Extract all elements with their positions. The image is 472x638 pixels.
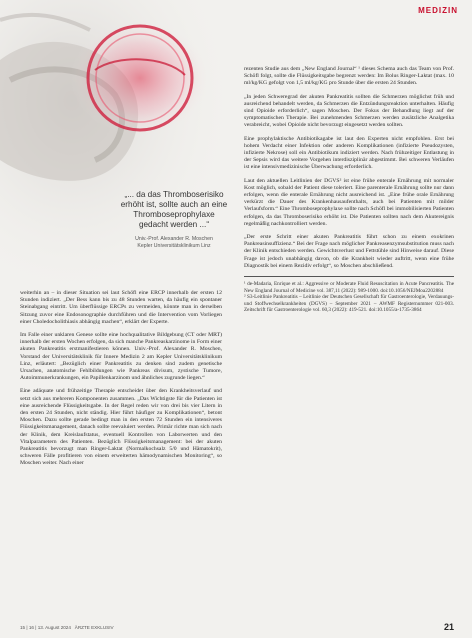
pull-quote-affiliation: Kepler Universitätsklinikum Linz	[137, 243, 211, 249]
pull-quote-author	[118, 236, 230, 250]
paragraph: weiterhin an – in dieser Situation sei laut Schöfl eine ERCP innerhalb der ersten 12 Stunden indiziert. „Der Bess kann bis zu 48 Stunden warten, da häufig ein spontaner Steinabgang eintritt. Um überflüssige ERCPs zu vermeiden, könnte man in derselben Sitzung zuvor eine Endosonographie durchführen und die Intervention vom Vorliegen einer Choledocholithiasis abhängig machen“, erklärt der Experte.	[20, 290, 222, 325]
paragraph: Eine prophylaktische Antibiotikagabe ist laut den Experten nicht empfohlen. Erst bei hohem Verdacht einer Infektion oder anderen Komplikationen (infizierte Pseudozysten, infizierte Nekrose) soll ein Antibiotikum indiziert werden. Nach frühzeitiger Entlastung in der Sepsis wird das weitere Vorgehen interdisziplinär abgestimmt. Bei schweren Verläufen ist eine intensivmedizinische Überwachung erforderlich.	[244, 135, 454, 171]
page-number: 21	[443, 622, 454, 632]
page-footer	[20, 622, 454, 632]
paragraph: Laut den aktuellen Leitlinien der DGVS² ist eine frühe enterale Ernährung mit normaler Kost möglich, sobald der Patient diese toleriert. Eine parenterale Ernährung sollte nur dann erfolgen, wenn die enterale Ernährung nicht ausreichend ist. „Eine frühe orale Ernährung verkürzt die Dauer des Krankenhausaufenthalts, auch bei Patienten mit milder Verlaufsform.“ Eine Thromboseprophylaxe sollte nach Schöfl bei immobilisierten Patienten erfolgen, da das Thromboserisiko erhöht ist. Die Patienten sollten nach dem Akutereignis regelmäßig nachkontrolliert werden.	[244, 177, 454, 227]
pull-quote-author-name: Univ.-Prof. Alexander R. Moschen	[135, 236, 213, 242]
footnote: ² S3-Leitlinie Pankreatitis – Leitlinie der Deutschen Gesellschaft für Gastroenterologie, Verdauungs- und Stoffwechselkrankheiten (DGVS) – September 2021 – AWMF Registernummer 021-003. Zeitschrift für Gastroenterologie vol. 60,3 (2022): 419-521. doi:10.1055/a-1735-3864	[244, 294, 454, 314]
pull-quote	[118, 190, 230, 250]
paragraph: „Der erste Schritt einer akuten Pankreatitis führt schon zu einem exokrinen Pankreasinsuffizienz.“ Bei der Frage nach möglicher Pankreasenzymsubstitution muss nach der Klinik entschieden werden. Gewichtsverlust und Fettstühle sind Hinweise darauf. Diese Frage ist jedoch unabhängig davon, ob die Krankheit wieder auftritt, wenn eine frühe Diagnostik bei einem Rezidiv erfolgt“, so Moschen abschließend.	[244, 234, 454, 269]
paragraph: Eine adäquate und frühzeitige Therapie entscheidet über den Krankheitsverlauf und setzt sich aus mehreren Komponenten zusammen. „Das Wichtigste für die Patienten ist eine ausreichende Flüssigkeitsgabe. In der Regel reden wir von drei bis vier Litern in den ersten 24 Stunden, nicht ständig. Hier führt häufiger zu Komplikationen“, betont Moschen. Dazu sollte gerade bedingt man in den ersten 72 Stunden ein intensiveres Flüssigkeitsmanagement, danach sollte reevaluiert werden. Primär richte man sich nach der Klinik, dem Kreislaufstatus, eventuell Kontrollen von Laborwerten und den Vitalparametern des Patienten. Bezüglich Flüssigkeitsmanagement: bei der akuten Pankreatitis bevorzugt man Ringer-Laktat (Normalkochsalz 5/0 und Hämatokrit), schweren Fälle profitieren von einem erweiterten hämodynamischen Monitoring“, so Moschen weiter. Nach einer	[20, 388, 222, 467]
paragraph: rezenten Studie aus dem „New England Journal“ ¹ dieses Schema auch das Team von Prof. Schöfl folgt, sollte die Flüssigkeitsgabe begrenzt werden: Im Bolus Ringer-Laktat (max. 10 ml/kg/KG gefolgt von 1,5 ml/kg/KG pro Stunde über die ersten 24 Stunden.	[244, 66, 454, 87]
paragraph: „In jeden Schweregrad der akuten Pankreatitis sollten die Schmerzen möglichst früh und ausreichend behandelt werden, da Schmerzen die Entzündungsreaktion unterhalten. Häufig sind Opioide erforderlich“, sagen Moschen. Der Fokus der Behandlung liegt auf der symptomatischen Therapie. Bei zunehmenden Schmerzen werden zusätzliche Analgetika verabreicht, wobei Opioide nicht bevorzugt eingesetzt werden sollten.	[244, 93, 454, 129]
pull-quote-text: „... da das Thromboserisiko erhöht ist, sollte auch an eine Thromboseprophylaxe gedacht werden ...“	[120, 190, 228, 229]
footnotes	[244, 276, 454, 314]
footnote: ¹ de-Madaria, Enrique et al.: Aggressive or Moderate Fluid Resuscitation in Acute Pancreatitis. The New England Journal of Medicine vol. 387,11 (2022): 989-1000. doi:10.1056/NEJMoa2202884	[244, 281, 454, 294]
paragraph: Im Falle einer unklaren Genese sollte eine hochqualitative Bildgebung (CT oder MRT) innerhalb der ersten Wochen erfolgen, da sich manche Pankreaskarzinome in Form einer akuten Pankreatitis erstmanifestieren können. Univ.-Prof. Alexander R. Moschen, Vorstand der Universitätsklinik für Innere Medizin 2 am Kepler Universitätsklinikum Linz, erläutert: „Bezüglich einer Pankreatitis zu denken sind zudem genetische Ursachen, anatomische Fehlbildungen wie Pankreas divisum, zystische Tumore, Autoimmunerkrankungen, ein Papillenkarzinom und ähnliches zugrunde liegen.“	[20, 332, 222, 382]
left-column	[20, 290, 222, 474]
footer-issue: 15 | 16 | 13. August 2024	[20, 625, 71, 630]
section-label: MEDIZIN	[418, 6, 458, 15]
right-column	[244, 66, 454, 314]
footer-publication: ÄRZTE EXKLUSIV	[74, 625, 114, 630]
